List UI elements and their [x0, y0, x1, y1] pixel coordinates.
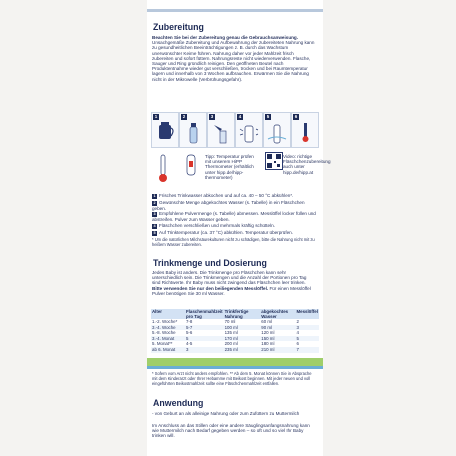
dosage-notes: * Sofern vom Arzt nicht anders empfohlen. ** Ab dem 5. Monat können Sie in Absprache mit dem Kinderarzt oder Ihrer Hebamme mit Beikost beginnen. Mit jeder neuen und voll eingeführten Beikostmahlzeit sollte eine Fläschchenmahlzeit entfallen. [152, 371, 312, 386]
table-cell: 7-8 [185, 319, 193, 324]
table-header: Trinkfertige Nahrung [224, 309, 261, 319]
prep-step-2 [152, 200, 316, 211]
step-5-cool [263, 112, 291, 148]
dosage-water-note: Für einen Messlöffel Pulver benötigen Sie 30 ml Wasser. [152, 285, 311, 296]
table-cell: 3.-4. Woche [151, 325, 185, 331]
table-cell: 5.-8. Woche [152, 330, 176, 336]
step-number: 4 [238, 114, 242, 119]
table-cell: 4 [296, 330, 299, 336]
preparation-footnote: * Um die natürlichen Milchsäurekulturen nicht zu schädigen, bitte die Nahrung nicht mit zu heißem Wasser zubereiten. [152, 236, 315, 247]
table-header: Alter [151, 309, 185, 319]
step-text: Auf Trinktemperatur (ca. 37 °C) abkühlen. Temperatur überprüfen. [159, 229, 294, 235]
step-6-thermometer [291, 112, 319, 148]
usage-title: Anwendung [153, 398, 204, 408]
table-cell: 210 ml [260, 347, 295, 353]
table-cell: 100 ml [224, 325, 261, 331]
step-badge: 4 [153, 223, 156, 228]
dosage-bold: Bitte verwenden Sie nur den beiliegenden Messlöffel. [152, 285, 269, 291]
decorative-grass-band [147, 358, 323, 366]
table-header: abgekochtes Wasser [260, 309, 295, 319]
table-cell: 135 ml [224, 330, 238, 336]
prep-step-5 [152, 230, 316, 236]
dosage-title: Trinkmenge und Dosierung [153, 258, 267, 268]
step-4-shake [235, 112, 263, 148]
prep-step-4 [152, 223, 316, 229]
usage-text-1: - von Geburt an als alleinige Nahrung oder zum Zufüttern zu Muttermilch [152, 411, 300, 416]
step-text: Fläschchen verschließen und mehrmals kräftig schütteln. [159, 222, 275, 228]
step-text: Frisches Trinkwasser abkochen und auf ca. 40 – 50 °C abkühlen*. [159, 193, 294, 198]
table-cell: 170 ml [224, 336, 261, 342]
step-number: 3 [210, 114, 214, 119]
table-cell: 235 ml [224, 347, 261, 353]
preparation-step-icons [151, 112, 319, 148]
step-badge: 3 [153, 212, 156, 217]
step-1-kettle [151, 112, 179, 148]
prep-step-3 [152, 211, 316, 222]
table-cell: 2 [296, 319, 299, 324]
preparation-text [152, 35, 316, 82]
table-cell: 3.-4. Monat [151, 336, 185, 342]
table-cell: 7 [295, 347, 319, 353]
table-cell: 5. Monat** [152, 341, 173, 347]
step-3-scoop [207, 112, 235, 148]
tip-row [151, 151, 331, 187]
instruction-panel [147, 12, 331, 456]
step-number: 5 [266, 114, 270, 119]
table-cell: 180 ml [261, 341, 275, 347]
table-cell: 70 ml [224, 319, 236, 324]
table-cell: ab 6. Monat [151, 347, 185, 353]
qr-code-pattern [266, 153, 282, 169]
tip-text: Tipp: Temperatur prüfen mit unserem HiPP Thermometer (erhältlich unter hipp.de/hipp-thermometer) [205, 154, 254, 180]
table-cell: 5-6 [185, 330, 193, 336]
preparation-title: Zubereitung [153, 22, 204, 32]
qr-code-icon [265, 152, 283, 170]
step-number: 6 [294, 114, 298, 119]
step-badge: 1 [153, 194, 156, 198]
decorative-water-band [147, 366, 323, 369]
table-cell: 90 ml [260, 325, 295, 331]
table-cell: 5 [185, 336, 224, 342]
preparation-intro-bold: Beachten Sie bei der Zubereitung genau die Gebrauchsanweisung. [152, 35, 299, 40]
table-cell: 4-5 [185, 341, 193, 347]
table-cell: 150 ml [260, 336, 295, 342]
step-badge: 2 [153, 200, 156, 205]
table-header-row [151, 309, 319, 319]
table-cell: 200 ml [224, 341, 238, 347]
table-cell: 6 [296, 341, 299, 347]
preparation-steps [152, 193, 316, 247]
table-cell: 120 ml [261, 330, 275, 336]
hipp-thermometer-icon [181, 153, 203, 179]
table-cell: 5-7 [185, 325, 224, 331]
table-header: Messlöffel [295, 309, 319, 319]
step-number: 1 [154, 114, 158, 119]
table-cell: 3 [295, 325, 319, 331]
package-top-flap [147, 0, 323, 9]
video-text: Video: richtige Fläschchenzubereitung auch unter hipp.de/hipp.at [283, 154, 331, 175]
thermometer-icon [151, 151, 175, 185]
dosage-table [151, 309, 319, 353]
table-header: Flaschenmahlzeit pro Tag [185, 309, 223, 319]
dosage-intro: Jedes Baby ist anders. Die Trinkmenge pro Fläschchen kann sehr unterschiedlich sein. Die Trinkmengen und die Anzahl der Portionen pro Tag sind Richtwerte. Ihr Baby muss nicht zwingend das Fläschchen leer trinken. [152, 270, 307, 286]
usage-text-2: Im Anschluss an das Stillen oder eine andere Säuglingsanfangsnahrung kann wie Muttermilch nach Bedarf gegeben werden – so oft und so viel Ihr Baby trinken will. [152, 423, 310, 439]
dosage-text [152, 270, 316, 296]
table-row [151, 347, 319, 353]
prep-step-1 [152, 193, 316, 199]
table-cell: 60 ml [261, 319, 273, 324]
step-text: Empfohlene Pulvermenge (s. Tabelle) abmessen. Messlöffel locker füllen und abstreifen. Pulver zum Wasser geben. [152, 211, 316, 223]
table-cell: 1.-2. Woche* [152, 319, 178, 324]
table-cell: 3 [185, 347, 224, 353]
table-cell: 5 [295, 336, 319, 342]
step-badge: 5 [153, 230, 156, 235]
step-2-bottle [179, 112, 207, 148]
preparation-intro: Unsachgemäße Zubereitung und Aufbewahrung der zubereiteten Nahrung kann zu gesundheitlichen Beeinträchtigungen z. B. durch das Wachstum unerwünschter Keime führen. Nahrung daher vor jeder Mahlzeit frisch zubereiten und sofort füttern. Nahrungsreste nicht wiederverwenden. Flasche, Sauger und Ring gründlich reinigen. Den geöffneten Beutel nach Produktentnahme wieder gut verschließen, trocken und bei Raumtemperatur lagern und innerhalb von 3 Wochen aufbrauchen. Erwärmen Sie die Nahrung nicht in der Mikrowelle (Verbrühungsgefahr). [152, 40, 315, 82]
step-number: 2 [182, 114, 186, 119]
step-text: Gewünschte Menge abgekochtes Wasser (s. Tabelle) in ein Fläschchen geben. [152, 199, 305, 211]
